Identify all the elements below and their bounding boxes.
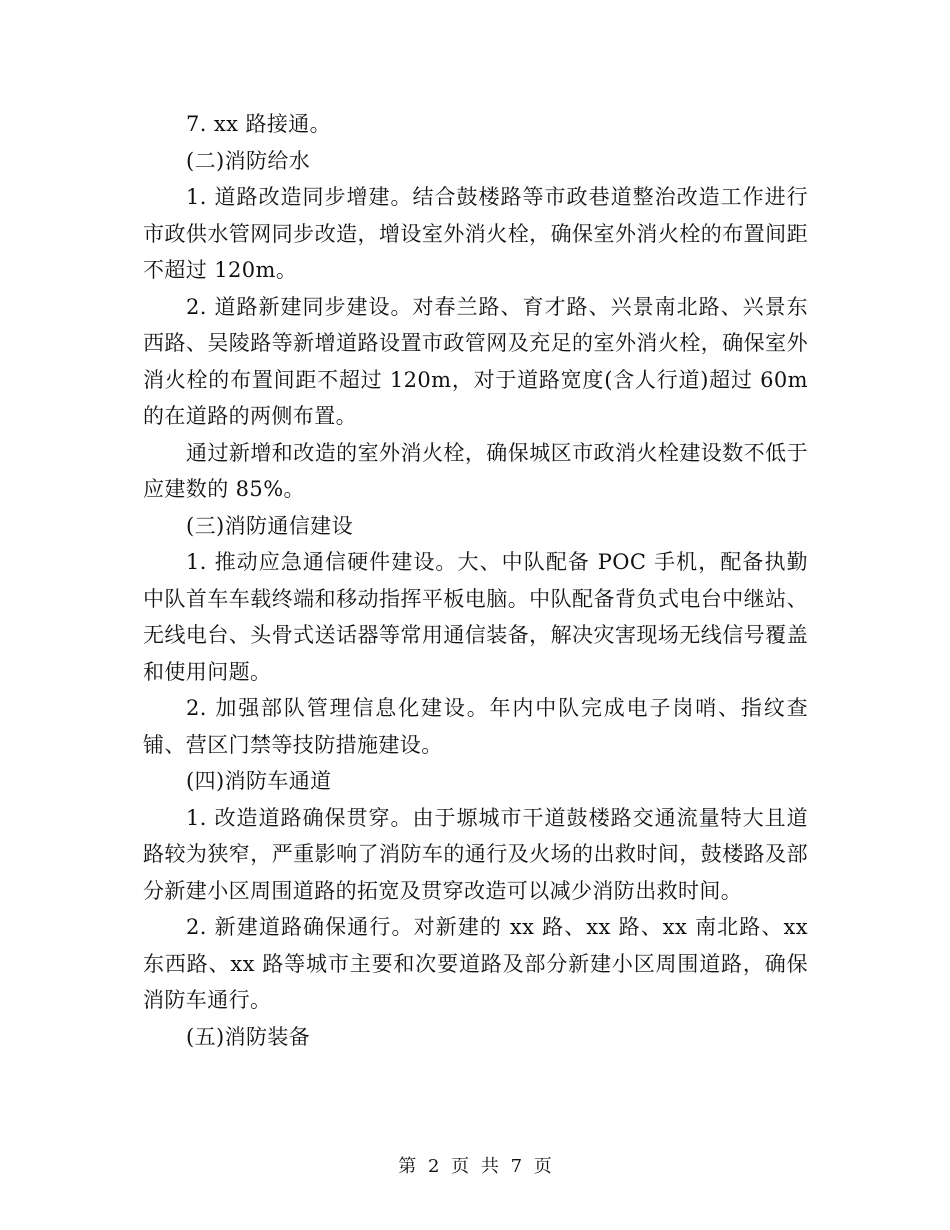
paragraph-water-1: 1. 道路改造同步增建。结合鼓楼路等市政巷道整治改造工作进行市政供水管网同步改造，增设室外消火栓，确保室外消火栓的布置间距不超过 120m。	[143, 185, 808, 282]
paragraph-fire-lane-1: 1. 改造道路确保贯穿。由于塬城市干道鼓楼路交通流量特大且道路较为狭窄，严重影响了消防车的通行及火场的出救时间，鼓楼路及部分新建小区周围道路的拓宽及贯穿改造可以减少消防出救时间。	[143, 805, 808, 903]
section-heading-fire-lane: (四)消防车通道	[186, 769, 332, 793]
paragraph-communication-1: 1. 推动应急通信硬件建设。大、中队配备 POC 手机，配备执勤中队首车车载终端和移动指挥平板电脑。中队配备背负式电台中继站、无线电台、头骨式送话器等常用通信装备，解决灾害现场无线信号覆盖和使用问题。	[143, 550, 808, 684]
section-heading-water-supply: (二)消防给水	[186, 148, 311, 173]
paragraph-communication-2: 2. 加强部队管理信息化建设。年内中队完成电子岗哨、指纹查铺、营区门禁等技防措施建设。	[143, 696, 808, 757]
paragraph-road-7: 7. xx 路接通。	[186, 112, 332, 136]
paragraph-fire-lane-2: 2. 新建道路确保通行。对新建的 xx 路、xx 路、xx 南北路、xx 东西路、xx 路等城市主要和次要道路及部分新建小区周围道路，确保消防车通行。	[143, 915, 808, 1012]
paragraph-water-summary: 通过新增和改造的室外消火栓，确保城区市政消火栓建设数不低于应建数的 85%。	[143, 440, 808, 501]
document-body	[143, 106, 808, 1055]
section-heading-communication: (三)消防通信建设	[186, 513, 353, 538]
section-heading-equipment: (五)消防装备	[186, 1024, 311, 1049]
paragraph-water-2: 2. 道路新建同步建设。对春兰路、育才路、兴景南北路、兴景东西路、吴陵路等新增道路设置市政管网及充足的室外消火栓，确保室外消火栓的布置间距不超过 120m，对于道路宽度(含人行道)超过 60m 的在道路的两侧布置。	[143, 294, 808, 428]
page-footer: 第 2 页 共 7 页	[398, 1156, 552, 1177]
